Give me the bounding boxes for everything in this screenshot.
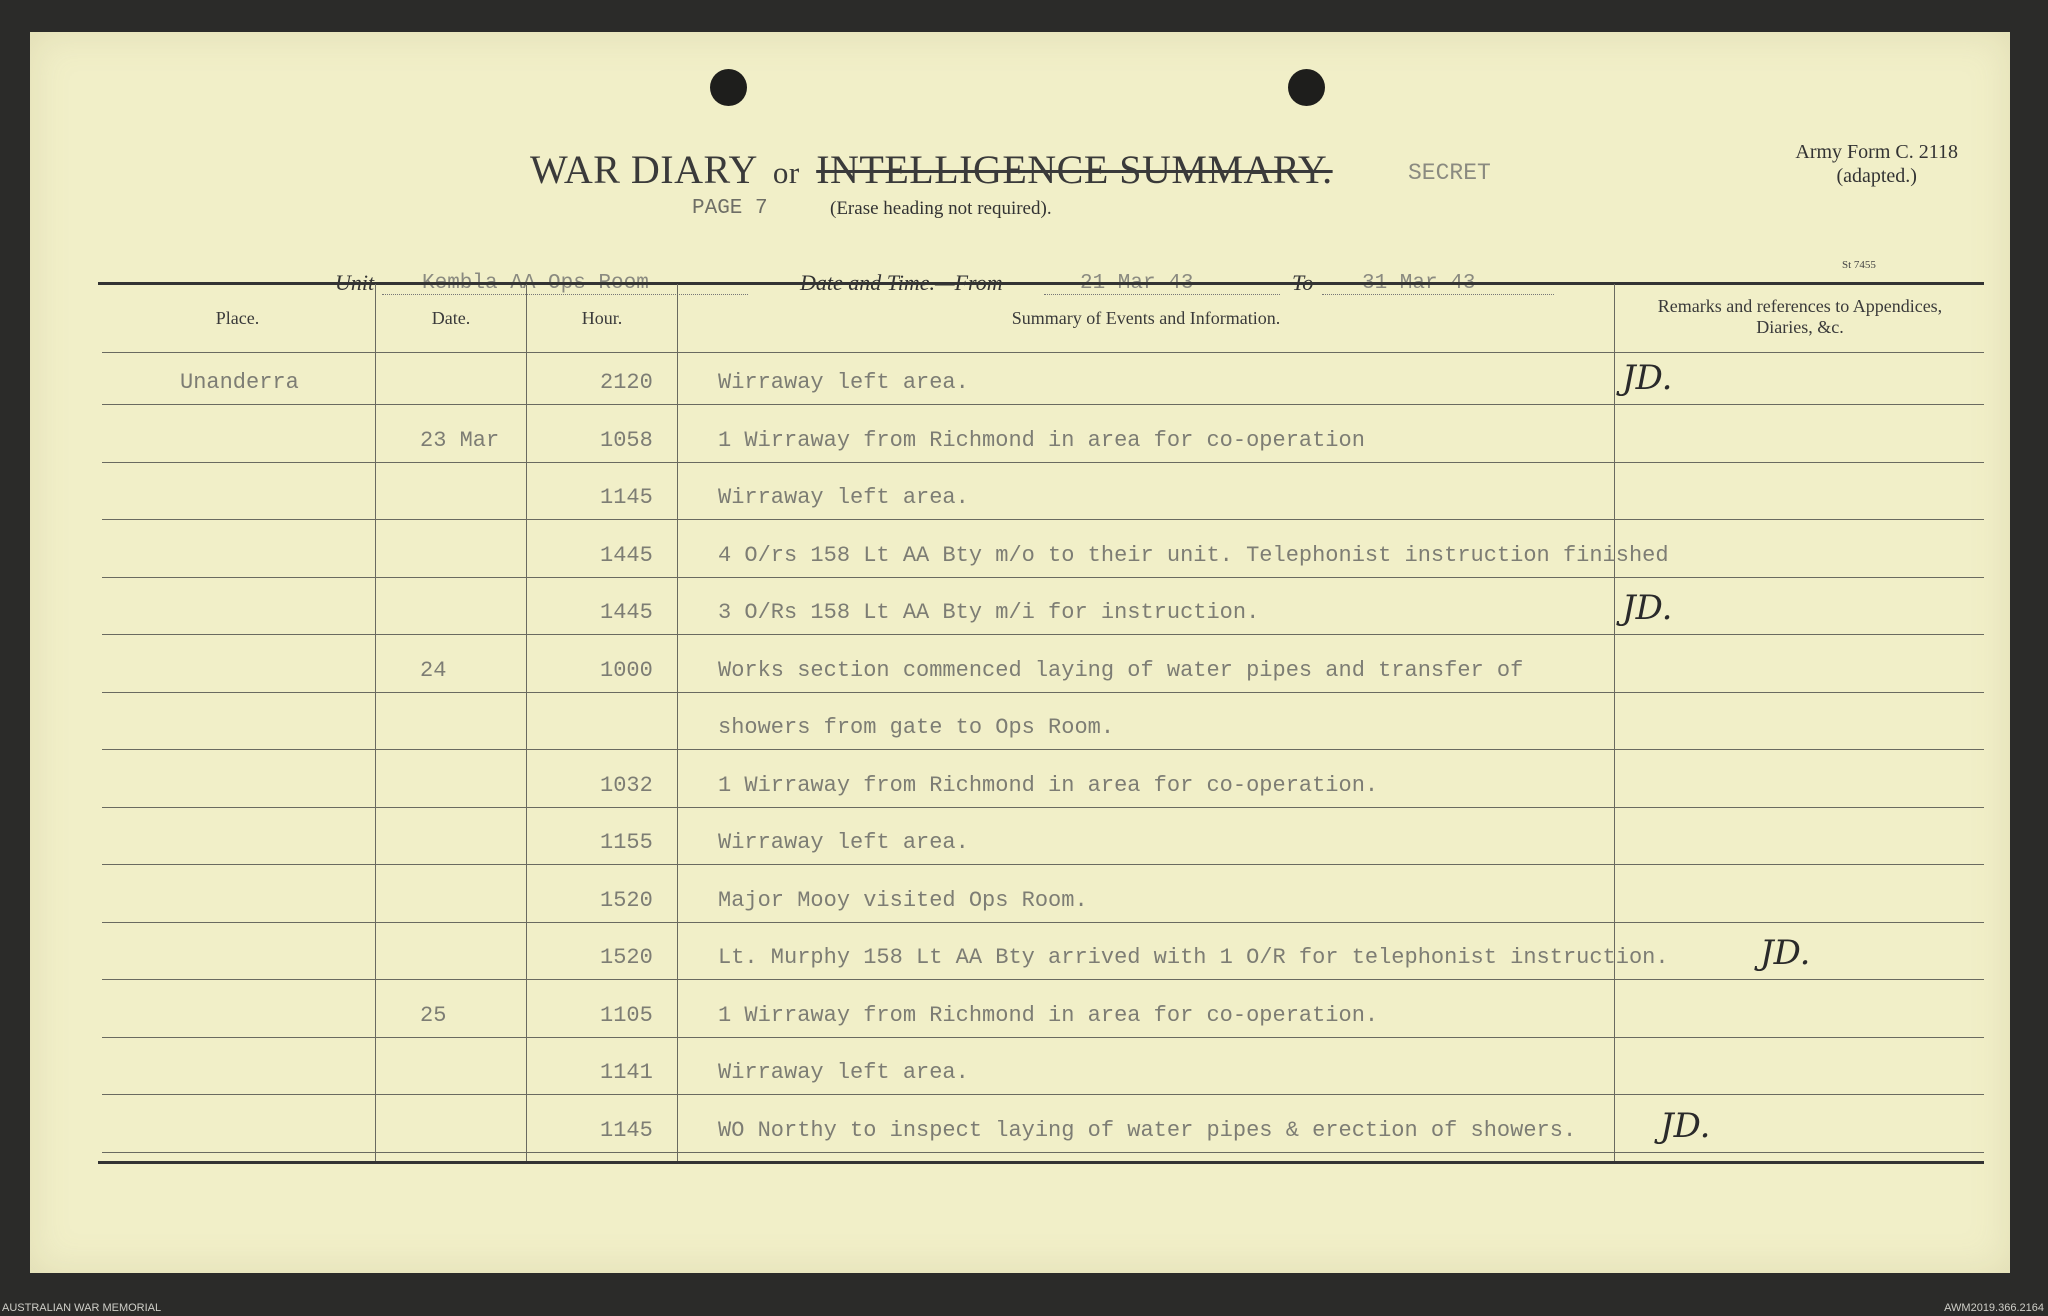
row-rule <box>102 922 1984 923</box>
row-rule <box>102 1094 1984 1095</box>
row-rule <box>102 807 1984 808</box>
punch-hole-right <box>1288 69 1325 106</box>
table-row <box>30 543 2010 601</box>
punch-hole-left <box>710 69 747 106</box>
to-label: To <box>1292 270 1314 295</box>
table-row <box>30 830 2010 888</box>
entry-date: 24 <box>420 657 447 683</box>
table-row <box>30 933 2010 1003</box>
entry-initials: JD. <box>1622 588 1673 628</box>
row-rule <box>102 1037 1984 1038</box>
row-rule <box>102 692 1984 693</box>
entry-summary: 3 O/Rs 158 Lt AA Bty m/i for instruction. <box>718 600 1260 625</box>
row-rule <box>102 979 1984 980</box>
row-rule <box>102 462 1984 463</box>
stock-number: St 7455 <box>1842 259 1876 271</box>
entry-hour: 1141 <box>600 1060 653 1085</box>
table-row <box>30 358 2010 428</box>
date-to: 31 Mar 43 <box>1362 272 1476 295</box>
header-remarks: Remarks and references to Appendices, Diaries, &c. <box>1657 296 1943 337</box>
page-number: PAGE 7 <box>692 197 768 220</box>
entry-summary: Wirraway left area. <box>718 485 969 510</box>
entry-initials: JD. <box>1660 1105 1711 1146</box>
entry-summary: Wirraway left area. <box>718 370 969 395</box>
entry-hour: 1032 <box>600 772 653 798</box>
entry-hour: 1445 <box>600 600 653 625</box>
row-rule <box>102 519 1984 520</box>
table-row <box>30 715 2010 773</box>
entry-summary: WO Northy to inspect laying of water pipes & erection of showers. <box>718 1117 1577 1143</box>
entry-summary: Wirraway left area. <box>718 830 969 855</box>
entry-initials: JD. <box>1760 933 1811 973</box>
page-title <box>530 146 1333 193</box>
table-row <box>30 773 2010 831</box>
erase-note: (Erase heading not required). <box>830 198 1052 219</box>
diary-sheet <box>30 32 2010 1273</box>
header-summary: Summary of Events and Information. <box>1011 308 1281 328</box>
entry-hour: 1445 <box>600 542 653 568</box>
army-form-block <box>1795 140 1958 188</box>
header-date: Date. <box>431 308 471 328</box>
date-from: 21 Mar 43 <box>1080 272 1194 295</box>
entry-date: 23 Mar <box>420 427 500 453</box>
row-rule <box>102 1152 1984 1153</box>
row-rule <box>102 634 1984 635</box>
army-form-adapted: (adapted.) <box>1836 165 1917 187</box>
row-rule <box>102 749 1984 750</box>
entry-summary: 4 O/rs 158 Lt AA Bty m/o to their unit. Telephonist instruction finished <box>718 542 1669 568</box>
table-row <box>30 1105 2010 1176</box>
entry-hour: 1145 <box>600 1117 653 1143</box>
table-row <box>30 485 2010 543</box>
header-rule <box>102 352 1984 353</box>
title-main: WAR DIARY <box>530 147 757 192</box>
entry-hour: 1000 <box>600 657 653 683</box>
table-row <box>30 888 2010 946</box>
row-rule <box>102 577 1984 578</box>
entry-hour: 1520 <box>600 887 653 913</box>
footer-accession: AWM2019.366.2164 <box>1944 1302 2044 1314</box>
unit-value: Kembla AA Ops Room <box>422 272 649 295</box>
entry-summary: Major Mooy visited Ops Room. <box>718 887 1088 913</box>
entry-summary: 1 Wirraway from Richmond in area for co-operation. <box>718 1002 1379 1028</box>
entry-summary: Works section commenced laying of water pipes and transfer of <box>718 657 1524 683</box>
entry-summary: 1 Wirraway from Richmond in area for co-operation <box>718 427 1365 453</box>
table-row <box>30 1003 2010 1061</box>
header-place: Place. <box>215 308 260 328</box>
entry-hour: 1145 <box>600 485 653 510</box>
entry-hour: 1058 <box>600 427 653 453</box>
date-label: Date and Time.—From <box>800 270 1003 295</box>
title-struck: INTELLIGENCE SUMMARY. <box>816 147 1333 192</box>
entry-summary: showers from gate to Ops Room. <box>718 715 1115 740</box>
table-row <box>30 658 2010 716</box>
entry-hour: 1520 <box>600 945 653 970</box>
secret-stamp: SECRET <box>1408 160 1491 186</box>
table-row <box>30 428 2010 486</box>
row-rule <box>102 864 1984 865</box>
entry-summary: 1 Wirraway from Richmond in area for co-operation. <box>718 772 1379 798</box>
entry-place: Unanderra <box>180 370 299 395</box>
entry-hour: 2120 <box>600 370 653 395</box>
title-or: or <box>772 155 800 190</box>
entry-summary: Wirraway left area. <box>718 1060 969 1085</box>
army-form-label: Army Form C. 2118 <box>1795 141 1958 163</box>
table-row <box>30 1060 2010 1118</box>
entry-summary: Lt. Murphy 158 Lt AA Bty arrived with 1 O/R for telephonist instruction. <box>718 945 1669 970</box>
entry-hour: 1105 <box>600 1002 653 1028</box>
entry-date: 25 <box>420 1002 447 1028</box>
entry-hour: 1155 <box>600 830 653 855</box>
table-top-rule <box>98 282 1984 285</box>
row-rule <box>102 404 1984 405</box>
footer-archive: AUSTRALIAN WAR MEMORIAL <box>2 1302 162 1314</box>
entry-initials: JD. <box>1622 358 1673 398</box>
unit-label: Unit <box>335 270 375 295</box>
header-hour: Hour. <box>581 308 623 328</box>
table-row <box>30 588 2010 658</box>
